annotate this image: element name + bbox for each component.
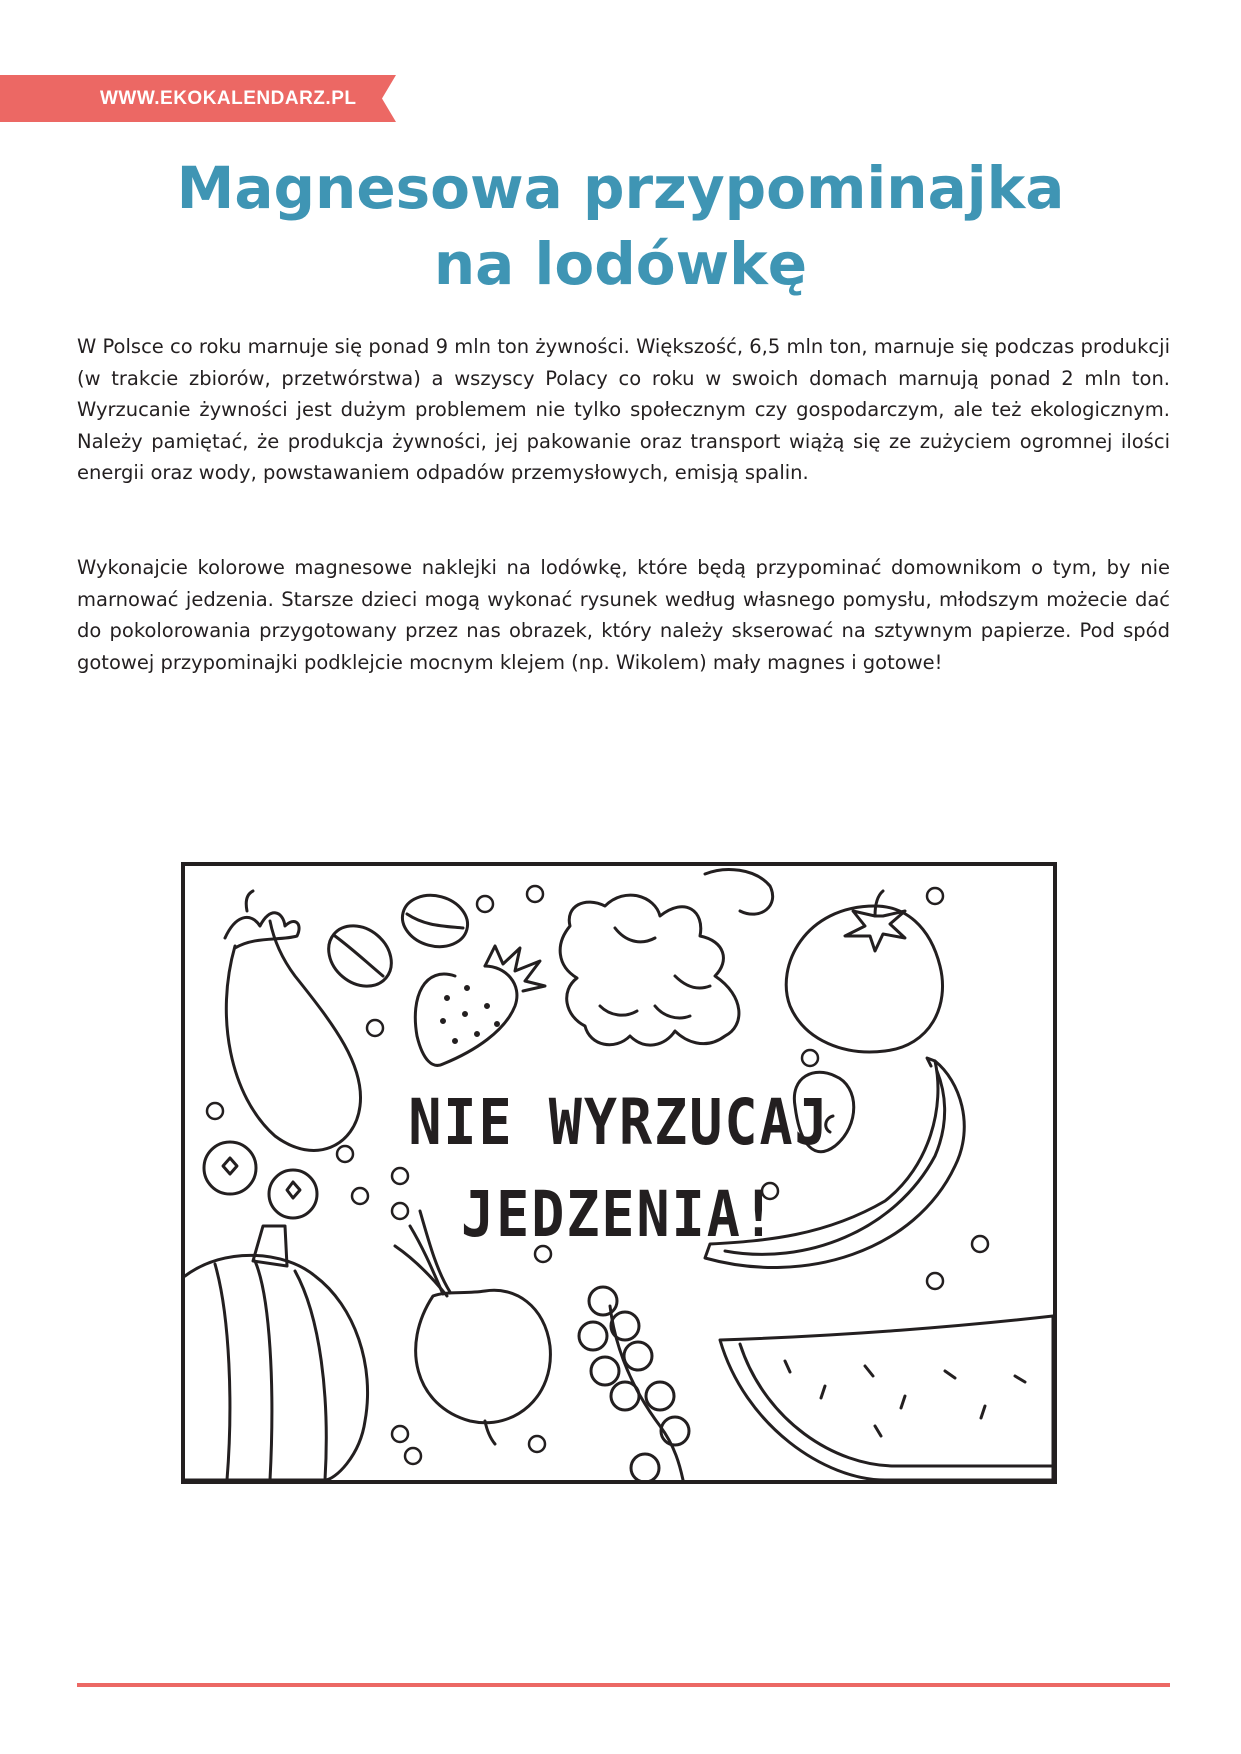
footer-divider [77,1683,1170,1687]
currant-icon [579,1287,689,1480]
coloring-message-line-1: NIE WYRZUCAJ [408,1085,830,1159]
watermelon-icon [720,1316,1053,1480]
coloring-message [185,1076,1053,1260]
ginger-icon [560,870,773,1046]
tomato-icon [786,891,942,1052]
coffee-bean-icon [317,888,474,998]
intro-paragraph: W Polsce co roku marnuje się ponad 9 mln ton żywności. Większość, 6,5 mln ton, marnuje się podczas produkcji (w trakcie zbiorów, przetwórstwa) a wszyscy Polacy co roku w swoich domach marnują ponad 2 mln ton. Wyrzucanie żywności jest dużym problemem nie tylko społecznym czy gospodarczym, ale też ekologicznym. Należy pamiętać, że produkcja żywności, jej pakowanie oraz transport wiążą się ze zużyciem ogromnej ilości energii oraz wody, powstawaniem odpadów przemysłowych, emisją spalin. [77,335,1170,484]
coloring-message-line-2: JEDZENIA! [460,1177,777,1251]
page-title-line-1: Magnesowa przypominajka [176,154,1065,222]
coloring-page [181,862,1057,1484]
strawberry-icon [415,946,545,1065]
instructions-paragraph: Wykonajcie kolorowe magnesowe naklejki na lodówkę, które będą przypominać domownikom o tym, by nie marnować jedzenia. Starsze dzieci mogą wykonać rysunek według własnego pomysłu, młodszym możecie dać do pokolorowania przygotowany przez nas obrazek, który należy skserować na sztywnym papierze. Pod spód gotowej przypominajki podklejcie mocnym klejem (np. Wikolem) mały magnes i gotowe! [77,556,1170,674]
page-title-line-2: na lodówkę [433,230,808,298]
page-title [0,150,1241,302]
pumpkin-icon [185,1226,368,1480]
website-link[interactable]: WWW.EKOKALENDARZ.PL [100,88,357,109]
